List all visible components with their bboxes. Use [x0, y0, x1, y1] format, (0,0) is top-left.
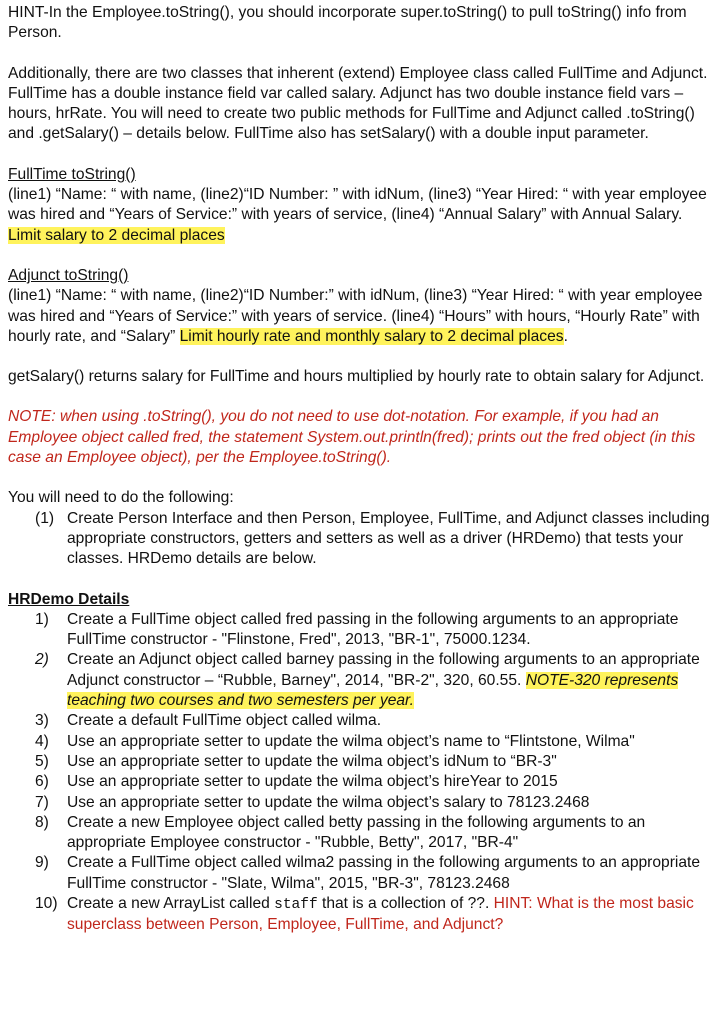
list-text: Create a new Employee object called betty passing in the following arguments to an appropriate Employee constructor - "Rubble, Betty", 2017, "BR-4" — [67, 813, 646, 852]
list-item — [8, 732, 716, 752]
getsalary-paragraph: getSalary() returns salary for FullTime and hours multiplied by hourly rate to obtain salary for Adjunct. — [8, 368, 705, 386]
list-text: Use an appropriate setter to update the wilma object’s name to “Flintstone, Wilma" — [67, 732, 635, 750]
adjunct-description — [8, 286, 716, 347]
list-number: 2) — [35, 651, 49, 669]
todo-list — [8, 509, 716, 570]
adjunct-heading: Adjunct toString() — [8, 266, 129, 284]
list-item — [8, 711, 716, 731]
list-text: Create a FullTime object called wilma2 passing in the following arguments to an appropriate FullTime constructor - "Slate, Wilma", 2015, "BR-3", 78123.2468 — [67, 854, 701, 892]
subclasses-paragraph: Additionally, there are two classes that inherent (extend) Employee class called FullTime and Adjunct. FullTime has a double instance field var called salary. Adjunct has two double instance field vars – hours, hrRate. You will need to create two public methods for FullTime and Adjunct called .toString() and .getSalary() – details below. FullTime also has setSalary() with a double input parameter. — [8, 64, 708, 143]
list-hint: HINT: What is the most basic superclass between Person, Employee, FullTime, and Adjunct? — [67, 894, 694, 934]
list-number: 1) — [35, 610, 49, 628]
list-number: 10) — [35, 894, 58, 912]
hint-paragraph: HINT-In the Employee.toString(), you should incorporate super.toString() to pull toString() info from Person. — [8, 4, 687, 42]
list-item — [8, 853, 716, 894]
list-note-highlight: NOTE-320 represents teaching two courses and two semesters per year. — [67, 671, 679, 710]
fulltime-highlight: Limit salary to 2 decimal places — [8, 226, 225, 244]
list-item — [8, 793, 716, 813]
list-number: 4) — [35, 732, 49, 750]
list-number: 3) — [35, 712, 49, 730]
list-item — [8, 772, 716, 792]
list-text: Create an Adjunct object called barney passing in the following arguments to an appropriate Adjunct constructor – “Rubble, Barney", 2014, "BR-2", 320, 60.55. — [67, 651, 700, 689]
note-paragraph: NOTE: when using .toString(), you do not need to use dot-notation. For example, if you had an Employee object called fred, the statement System.out.println(fred); prints out the fred object (in this case an Employee object), per the Employee.toString(). — [8, 408, 696, 467]
adjunct-tail: . — [563, 327, 568, 345]
hrdemo-list — [8, 610, 716, 936]
list-text: Create a new ArrayList called — [67, 894, 275, 912]
list-item — [8, 894, 716, 936]
list-number: 7) — [35, 793, 49, 811]
list-text: Create Person Interface and then Person, Employee, FullTime, and Adjunct classes including appropriate constructors, getters and setters as well as a driver (HRDemo) that tests your classes. HRDemo details are below. — [67, 509, 710, 568]
code-staff: staff — [274, 896, 318, 913]
list-number: 9) — [35, 854, 49, 872]
list-number: 5) — [35, 752, 49, 770]
list-item — [8, 650, 716, 711]
list-text: Create a default FullTime object called wilma. — [67, 712, 382, 730]
fulltime-description — [8, 185, 716, 246]
adjunct-highlight: Limit hourly rate and monthly salary to 2 decimal places — [179, 327, 564, 345]
hrdemo-heading: HRDemo Details — [8, 590, 130, 608]
todo-intro: You will need to do the following: — [8, 489, 234, 507]
list-text: Use an appropriate setter to update the wilma object’s hireYear to 2015 — [67, 773, 558, 791]
list-item — [8, 509, 716, 570]
fulltime-body: (line1) “Name: “ with name, (line2)“ID Number: ” with idNum, (line3) “Year Hired: “ with year employee was hired and “Years of Service:” with years of service, (line4) “Annual Salary” with Annual Salary. — [8, 186, 707, 224]
list-item — [8, 813, 716, 854]
list-text-continued: that is a collection of ??. — [317, 894, 494, 912]
list-number: 8) — [35, 813, 49, 831]
list-item — [8, 610, 716, 651]
adjunct-body: (line1) “Name: “ with name, (line2)“ID Number:” with idNum, (line3) “Year Hired: “ with year employee was hired and “Years of Service:” with years of service. (line4) “Hours” with hours, “Hourly Rate” with hourly rate, and “Salary” — [8, 287, 703, 345]
list-number: 6) — [35, 773, 49, 791]
list-item — [8, 752, 716, 772]
list-text: Use an appropriate setter to update the wilma object’s idNum to “BR-3" — [67, 752, 557, 770]
list-text: Use an appropriate setter to update the wilma object’s salary to 78123.2468 — [67, 793, 590, 811]
list-number: (1) — [35, 509, 55, 527]
list-text: Create a FullTime object called fred passing in the following arguments to an appropriate FullTime constructor - "Flinstone, Fred", 2013, "BR-1", 75000.1234. — [67, 610, 679, 649]
fulltime-heading: FullTime toString() — [8, 165, 136, 183]
